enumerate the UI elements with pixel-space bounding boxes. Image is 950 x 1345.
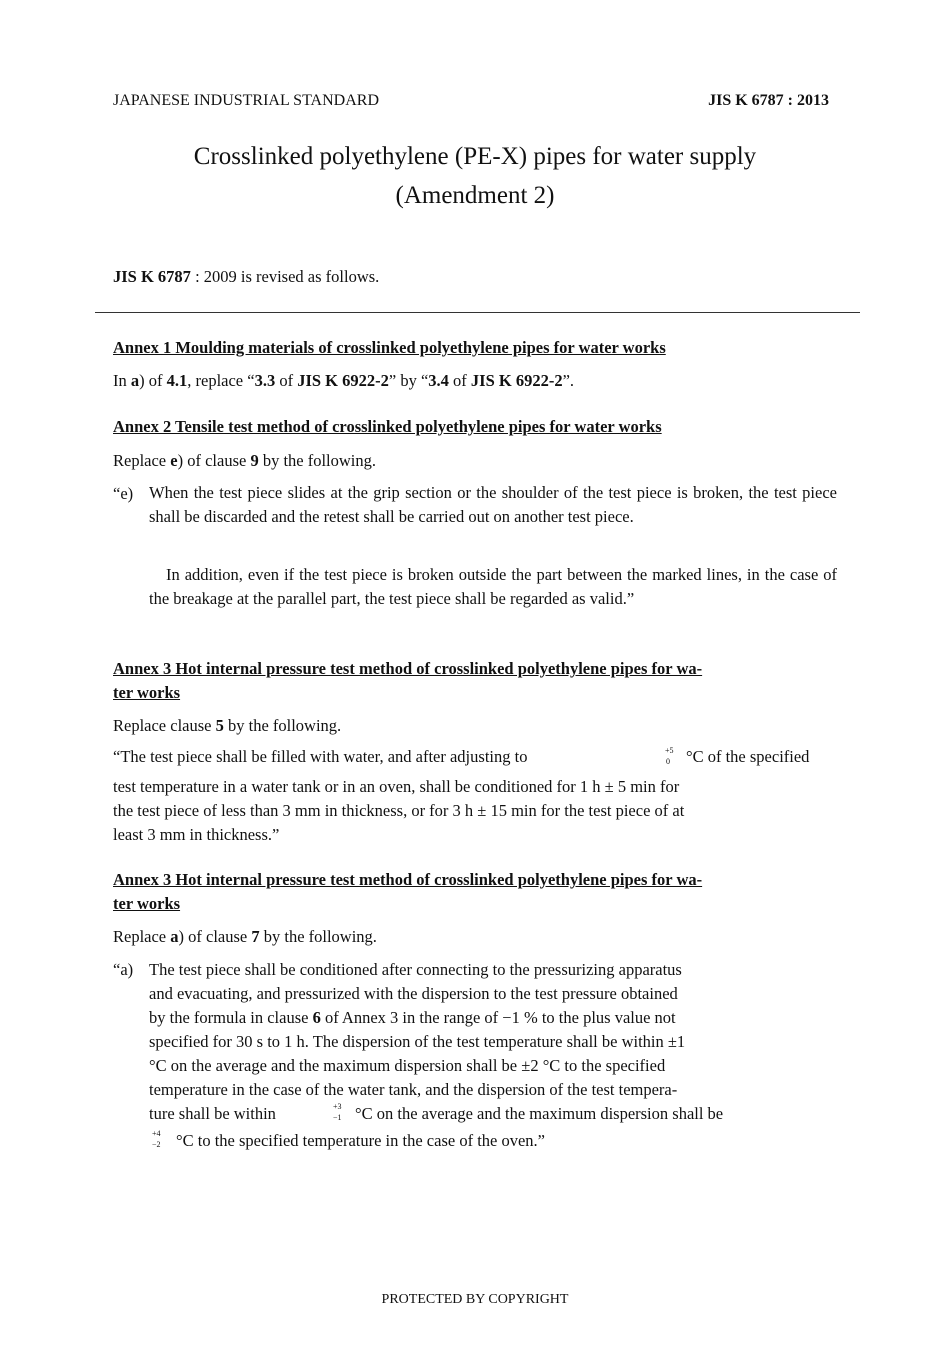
document-subtitle: (Amendment 2) [395,182,555,209]
intro-code: JIS K 6787 [113,267,191,286]
tolerance-lower: 0 [666,757,670,766]
annex3-item-line8: °C to the specified temperature in the case of the oven.” [176,1131,545,1150]
text-run: Replace clause [113,716,216,735]
text-run: JIS K 6922-2 [470,371,563,390]
text-run: 5 [215,716,224,735]
text-run: 3.4 [428,371,449,390]
text-run: ) of [139,371,167,390]
annex3-clause5-line1b: °C of the specified [686,747,810,766]
text-run: e [170,451,178,470]
standard-label: JAPANESE INDUSTRIAL STANDARD [113,92,379,109]
annex3-item-line6: temperature in the case of the water tank, and the dispersion of the test tempera- [149,1080,678,1099]
tolerance-upper: +4 [152,1129,161,1138]
annex1-instruction [113,371,574,391]
text-run: by the following. [259,927,377,946]
text-run: ”. [562,371,575,390]
annex2-item-text: When the test piece slides at the grip section or the shoulder of the test piece is broken, the test piece shall be discarded and the retest shall be carried out on another test piece. [149,483,837,526]
text-run: JIS K 6922-2 [297,371,389,390]
annex3-clause5-line2: test temperature in a water tank or in an oven, shall be conditioned for 1 h ± 5 min for [113,777,680,796]
text-run: ) of clause [178,927,252,946]
annex3-item-line3 [149,1008,676,1028]
tolerance-lower: −2 [152,1140,161,1149]
copyright-footer: PROTECTED BY COPYRIGHT [381,1292,569,1307]
text-run: ) of clause [177,451,251,470]
text-run: by the formula in clause [149,1008,313,1027]
annex2-item-label: “e) [113,484,134,503]
text-run: In [113,371,131,390]
intro-rest: : 2009 is revised as follows. [190,267,380,286]
annex3-item-line7b: °C on the average and the maximum dispersion shall be [355,1104,724,1123]
text-run: Replace [113,451,171,470]
text-run: of Annex 3 in the range of −1 % to the plus value not [320,1008,676,1027]
text-run: ” by “ [388,371,429,390]
text-run: Replace [113,927,171,946]
text-run: 9 [250,451,259,470]
annex3-item-line4: specified for 30 s to 1 h. The dispersion of the test temperature shall be within ±1 [149,1032,686,1051]
tolerance-lower: −1 [333,1113,342,1122]
text-run: of [448,371,471,390]
text-run: 7 [251,927,260,946]
text-run: a [130,371,140,390]
annex3-heading-cont: ter works [113,683,181,702]
text-run: of [275,371,298,390]
document-title: Crosslinked polyethylene (PE-X) pipes for water supply [193,143,757,170]
annex3-heading-2-cont: ter works [113,894,181,913]
tolerance-upper: +3 [333,1102,342,1111]
annex3-clause5-instruction [113,716,341,736]
annex3-item-line1: The test piece shall be conditioned after connecting to the pressurizing apparatus [149,960,682,979]
annex3-item-line5: °C on the average and the maximum dispersion shall be ±2 °C to the specified [149,1056,666,1075]
standard-number: JIS K 6787 : 2013 [708,92,829,109]
text-run: by the following. [258,451,377,470]
annex3-clause5-line4: least 3 mm in thickness.” [113,825,280,844]
text-run: a [170,927,179,946]
tolerance-upper: +5 [665,746,674,755]
annex3-item-line2: and evacuating, and pressurized with the dispersion to the test pressure obtained [149,984,678,1003]
annex3-item-line7a: ture shall be within [149,1104,276,1123]
revision-intro [113,267,379,287]
text-run: 3.3 [254,371,276,390]
annex2-instruction [113,451,376,471]
annex1-heading: Annex 1 Moulding materials of crosslinked polyethylene pipes for water works [113,338,666,357]
annex3-heading-2: Annex 3 Hot internal pressure test method of crosslinked polyethylene pipes for wa- [113,870,703,889]
annex3-clause5-line3: the test piece of less than 3 mm in thickness, or for 3 h ± 15 min for the test piece of at [113,801,685,820]
annex2-heading: Annex 2 Tensile test method of crosslinked polyethylene pipes for water works [113,417,662,436]
annex3-clause5-line1a: “The test piece shall be filled with water, and after adjusting to [113,747,528,766]
annex2-item-paragraph2: In addition, even if the test piece is broken outside the part between the marked lines, in the case of the breakage at the parallel part, the test piece shall be regarded as valid.” [149,565,837,608]
annex3-heading: Annex 3 Hot internal pressure test method of crosslinked polyethylene pipes for wa- [113,659,703,678]
annex3-clause7-instruction [113,927,377,947]
horizontal-divider [95,312,860,313]
text-run: 4.1 [166,371,188,390]
text-run: by the following. [223,716,342,735]
text-run: , replace “ [187,371,255,390]
annex3-item-label: “a) [113,960,134,979]
text-run: 6 [312,1008,321,1027]
